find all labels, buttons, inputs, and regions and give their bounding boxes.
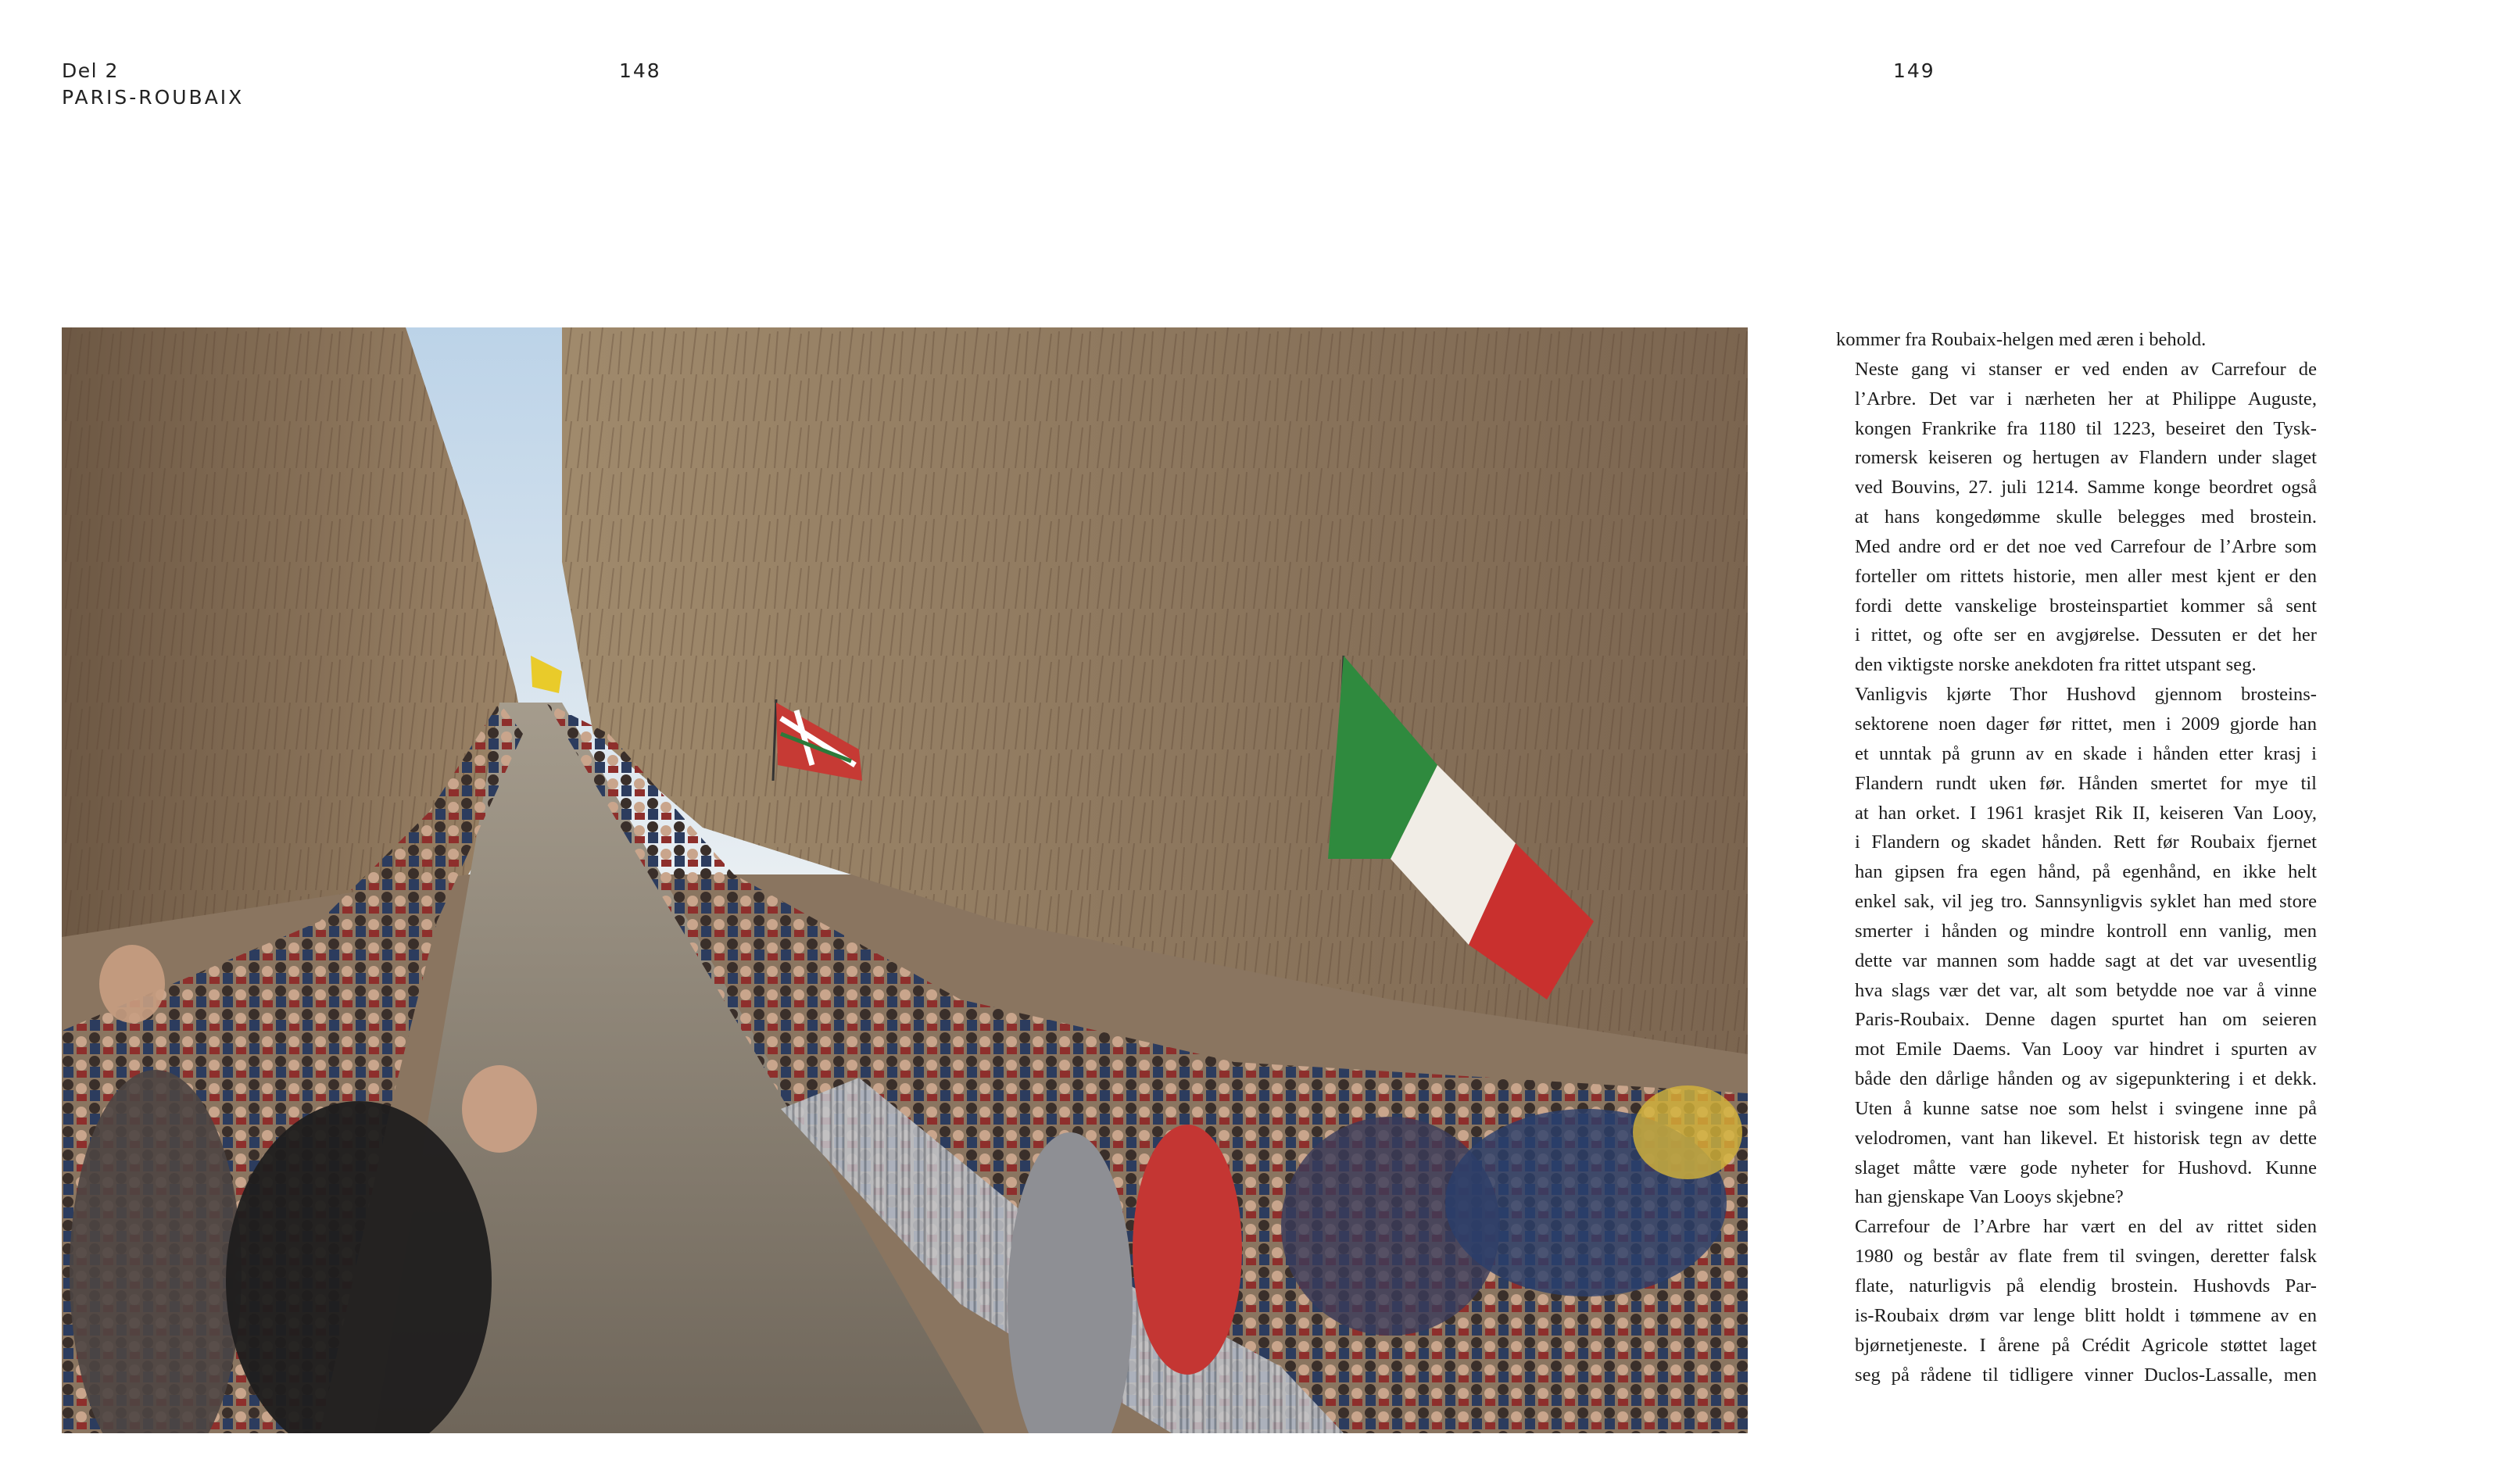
text-line: Uten å kunne satse noe som helst i svingene inne på	[1855, 1097, 2317, 1119]
text-line: at hans kongedømme skulle belegges med brostein.	[1855, 506, 2317, 528]
text-line: bjørnetjeneste. I årene på Crédit Agricole støttet laget	[1855, 1334, 2317, 1356]
text-line: smerter i hånden og mindre kontroll enn vanlig, men	[1855, 920, 2317, 942]
text-line: sektorene noen dager før rittet, men i 2009 gjorde han	[1855, 713, 2317, 735]
body-text-column	[1836, 325, 2317, 1389]
race-crowd-photo	[62, 327, 1748, 1433]
text-line: han gjenskape Van Looys skjebne?	[1855, 1186, 2124, 1208]
text-line: 1980 og består av flate frem til svingen, deretter falsk	[1855, 1246, 2317, 1268]
text-line: den viktigste norske anekdoten fra rittet utspant seg.	[1855, 654, 2257, 676]
paragraph-4	[1836, 1212, 2317, 1389]
text-line: Neste gang vi stanser er ved enden av Carrefour de	[1855, 358, 2317, 380]
text-line: velodromen, vant han likevel. Et historisk tegn av dette	[1855, 1127, 2317, 1149]
text-line: is-Roubaix drøm var lenge blitt holdt i tømmene av en	[1855, 1304, 2317, 1326]
text-line: i rittet, og ofte ser en avgjørelse. Dessuten er det her	[1855, 624, 2317, 646]
text-line: dette var mannen som hadde sagt at det var uvesentlig	[1855, 950, 2317, 971]
text-line: slaget måtte være gode nyheter for Hushovd. Kunne	[1855, 1157, 2317, 1178]
text-line: Flandern rundt uken før. Hånden smertet for mye til	[1855, 772, 2317, 794]
text-line: romersk keiseren og hertugen av Flandern under slaget	[1855, 447, 2317, 469]
paragraph-1	[1836, 325, 2317, 355]
text-line: Vanligvis kjørte Thor Hushovd gjennom brosteins-	[1855, 684, 2317, 706]
text-line: mot Emile Daems. Van Looy var hindret i spurten av	[1855, 1039, 2317, 1060]
paragraph-2	[1836, 355, 2317, 680]
text-line: flate, naturligvis på elendig brostein. Hushovds Par-	[1855, 1275, 2317, 1296]
text-line: Carrefour de l’Arbre har vært en del av rittet siden	[1855, 1216, 2317, 1238]
text-line: Med andre ord er det noe ved Carrefour de l’Arbre som	[1855, 535, 2317, 557]
text-line: fordi dette vanskelige brosteinspartiet kommer så sent	[1855, 595, 2317, 617]
text-line: at han orket. I 1961 krasjet Rik II, keiseren Van Looy,	[1855, 802, 2317, 824]
paragraph-3	[1836, 680, 2317, 1212]
text-line: i Flandern og skadet hånden. Rett før Roubaix fjernet	[1855, 831, 2317, 853]
page-number-right: 149	[1893, 59, 1935, 82]
text-line: seg på rådene til tidligere vinner Duclos-Lassalle, men	[1855, 1364, 2317, 1386]
page-number-left: 148	[619, 59, 661, 82]
text-line: han gipsen fra egen hånd, på egenhånd, en ikke helt	[1855, 861, 2317, 883]
text-line: både den dårlige hånden og av sigepunktering i et dekk.	[1855, 1068, 2317, 1090]
text-line: Paris-Roubaix. Denne dagen spurtet han om seieren	[1855, 1009, 2317, 1031]
text-line: hva slags vær det var, alt som betydde noe var å vinne	[1855, 979, 2317, 1001]
chapter-label: PARIS-ROUBAIX	[62, 86, 245, 109]
text-line: enkel sak, vil jeg tro. Sannsynligvis syklet han med store	[1855, 891, 2317, 913]
text-line: kommer fra Roubaix-helgen med æren i behold.	[1836, 329, 2207, 350]
text-line: ved Bouvins, 27. juli 1214. Samme konge beordret også	[1855, 477, 2317, 499]
text-line: et unntak på grunn av en skade i hånden etter krasj i	[1855, 742, 2317, 764]
part-label: Del 2	[62, 59, 119, 82]
text-line: l’Arbre. Det var i nærheten her at Philippe Auguste,	[1855, 388, 2317, 409]
text-line: kongen Frankrike fra 1180 til 1223, beseiret den Tysk-	[1855, 417, 2317, 439]
text-line: forteller om rittets historie, men aller mest kjent er den	[1855, 565, 2317, 587]
photo-illustration	[62, 327, 1748, 1433]
